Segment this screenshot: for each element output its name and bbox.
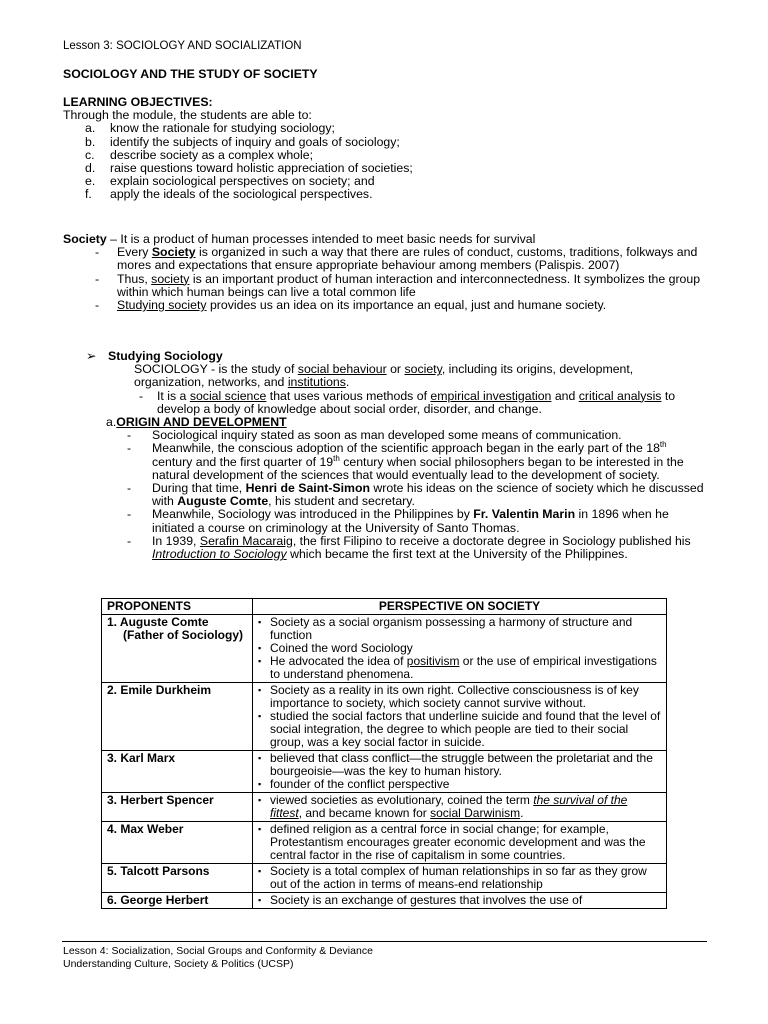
objective-item: b. identify the subjects of inquiry and goals of sociology; [85, 134, 400, 149]
proponent-cell: 2. Emile Durkheim [102, 683, 253, 751]
origin-bullet: - Meanwhile, Sociology was introduced in the Philippines by Fr. Valentin Marin in 1896 when he initiated a course on criminology at the University of Santo Thomas. [127, 507, 669, 535]
document-title: SOCIOLOGY AND THE STUDY OF SOCIETY [63, 67, 318, 81]
proponent-cell: 5. Talcott Parsons [102, 864, 253, 893]
studying-heading: ➢ Studying Sociology [86, 349, 223, 363]
perspective-cell: ▪ viewed societies as evolutionary, coined the term the survival of the fittest, and became known for social Darwinism. [253, 793, 667, 822]
proponent-cell: 3. Herbert Spencer [102, 793, 253, 822]
society-bullet: - Thus, society is an important product of human interaction and interconnectedness. It symbolizes the group within which human beings can live a total common life [95, 271, 701, 299]
perspective-cell: ▪ Society as a reality in its own right. Collective consciousness is of key importance to society, which society cannot survive without. ▪ studied the social factors that underline suicide and found that the level of social integration, the degree to which people are tied to their social group, was a key social factor in suicide. [253, 683, 667, 751]
origin-heading: a.ORIGIN AND DEVELOPMENT [106, 415, 287, 430]
perspective-cell: ▪ Society is an exchange of gestures that involves the use of [253, 893, 667, 909]
table-row [102, 683, 667, 751]
origin-list [86, 429, 706, 561]
society-definition: Society – It is a product of human processes intended to meet basic needs for survival [63, 232, 536, 246]
proponent-cell: 3. Karl Marx [102, 751, 253, 793]
column-header-perspective: PERSPECTIVE ON SOCIETY [253, 599, 667, 615]
table-row [102, 822, 667, 864]
objective-item: e. explain sociological perspectives on society; and [85, 174, 375, 189]
column-header-proponents: PROPONENTS [102, 599, 253, 615]
table-row [102, 751, 667, 793]
table-row [102, 864, 667, 893]
objective-item: d. raise questions toward holistic appreciation of societies; [85, 161, 413, 176]
lesson-header: Lesson 3: SOCIOLOGY AND SOCIALIZATION [63, 40, 302, 52]
objective-item: f. apply the ideals of the sociological perspectives. [85, 187, 373, 202]
objectives-heading: LEARNING OBJECTIVES: [63, 95, 213, 109]
perspective-cell: ▪ defined religion as a central force in social change; for example, Protestantism encourages greater economic development and was the central factor in the rise of capitalism in some countries. [253, 822, 667, 864]
origin-bullet: - In 1939, Serafin Macaraig, the first Filipino to receive a doctorate degree in Sociology published his Introduction to Sociology which became the first text at the University of the Philippines. [127, 533, 691, 562]
objectives-list [63, 122, 723, 201]
table-row [102, 893, 667, 909]
table-row [102, 793, 667, 822]
proponent-cell: 1. Auguste Comte (Father of Sociology) [102, 615, 253, 683]
origin-bullet: - During that time, Henri de Saint-Simon wrote his ideas on the science of society which he discussed with Auguste Comte, his student and secretary. [127, 481, 704, 509]
footer-line-1: Lesson 4: Socialization, Social Groups and Conformity & Deviance [63, 945, 373, 957]
table-row [102, 615, 667, 683]
proponent-cell: 6. George Herbert [102, 893, 253, 909]
origin-bullet: - Meanwhile, the conscious adoption of the scientific approach began in the early part of the 18th century and the first quarter of 19th century when social philosophers began to be interested in the natural development of the sciences that would eventually lead to the development of society. [127, 440, 684, 482]
society-section [63, 233, 713, 312]
objective-item: c. describe society as a complex whole; [85, 147, 313, 162]
origin-bullet: - Sociological inquiry stated as soon as man developed some means of communication. [127, 428, 622, 443]
perspective-cell: ▪ Society is a total complex of human relationships in so far as they grow out of the action in terms of means-end relationship [253, 864, 667, 893]
arrow-bullet-icon: ➢ [86, 349, 97, 363]
footer-divider [62, 941, 707, 942]
society-bullet: - Every Society is organized in such a way that there are rules of conduct, customs, traditions, folkways and mores and expectations that ensure appropriate behaviour among members (Palispis. 2007) [95, 245, 698, 273]
society-bullet: - Studying society provides us an idea on its importance an equal, just and humane society. [95, 298, 607, 313]
proponents-table [101, 598, 667, 909]
objectives-intro: Through the module, the students are able to: [63, 108, 312, 123]
perspective-cell: ▪ believed that class conflict—the struggle between the proletariat and the bourgeoisie—was the key to human history. ▪ founder of the conflict perspective [253, 751, 667, 793]
studying-sociology-section [86, 350, 706, 561]
proponent-cell: 4. Max Weber [102, 822, 253, 864]
learning-objectives [63, 96, 723, 202]
sociology-definition: SOCIOLOGY - is the study of social behaviour or society, including its origins, development, organization, networks, and institutions. [134, 362, 634, 390]
perspective-cell: ▪ Society as a social organism possessing a harmony of structure and function ▪ Coined the word Sociology ▪ He advocated the idea of positivism or the use of empirical investigations to understand phenomena. [253, 615, 667, 683]
page-footer [63, 945, 373, 971]
table-header-row [102, 599, 667, 615]
footer-line-2: Understanding Culture, Society & Politics (UCSP) [63, 958, 294, 970]
objective-item: a. know the rationale for studying sociology; [85, 121, 335, 136]
sociology-sub-bullet: - It is a social science that uses various methods of empirical investigation and critical analysis to develop a body of knowledge about social order, disorder, and change. [139, 388, 676, 416]
